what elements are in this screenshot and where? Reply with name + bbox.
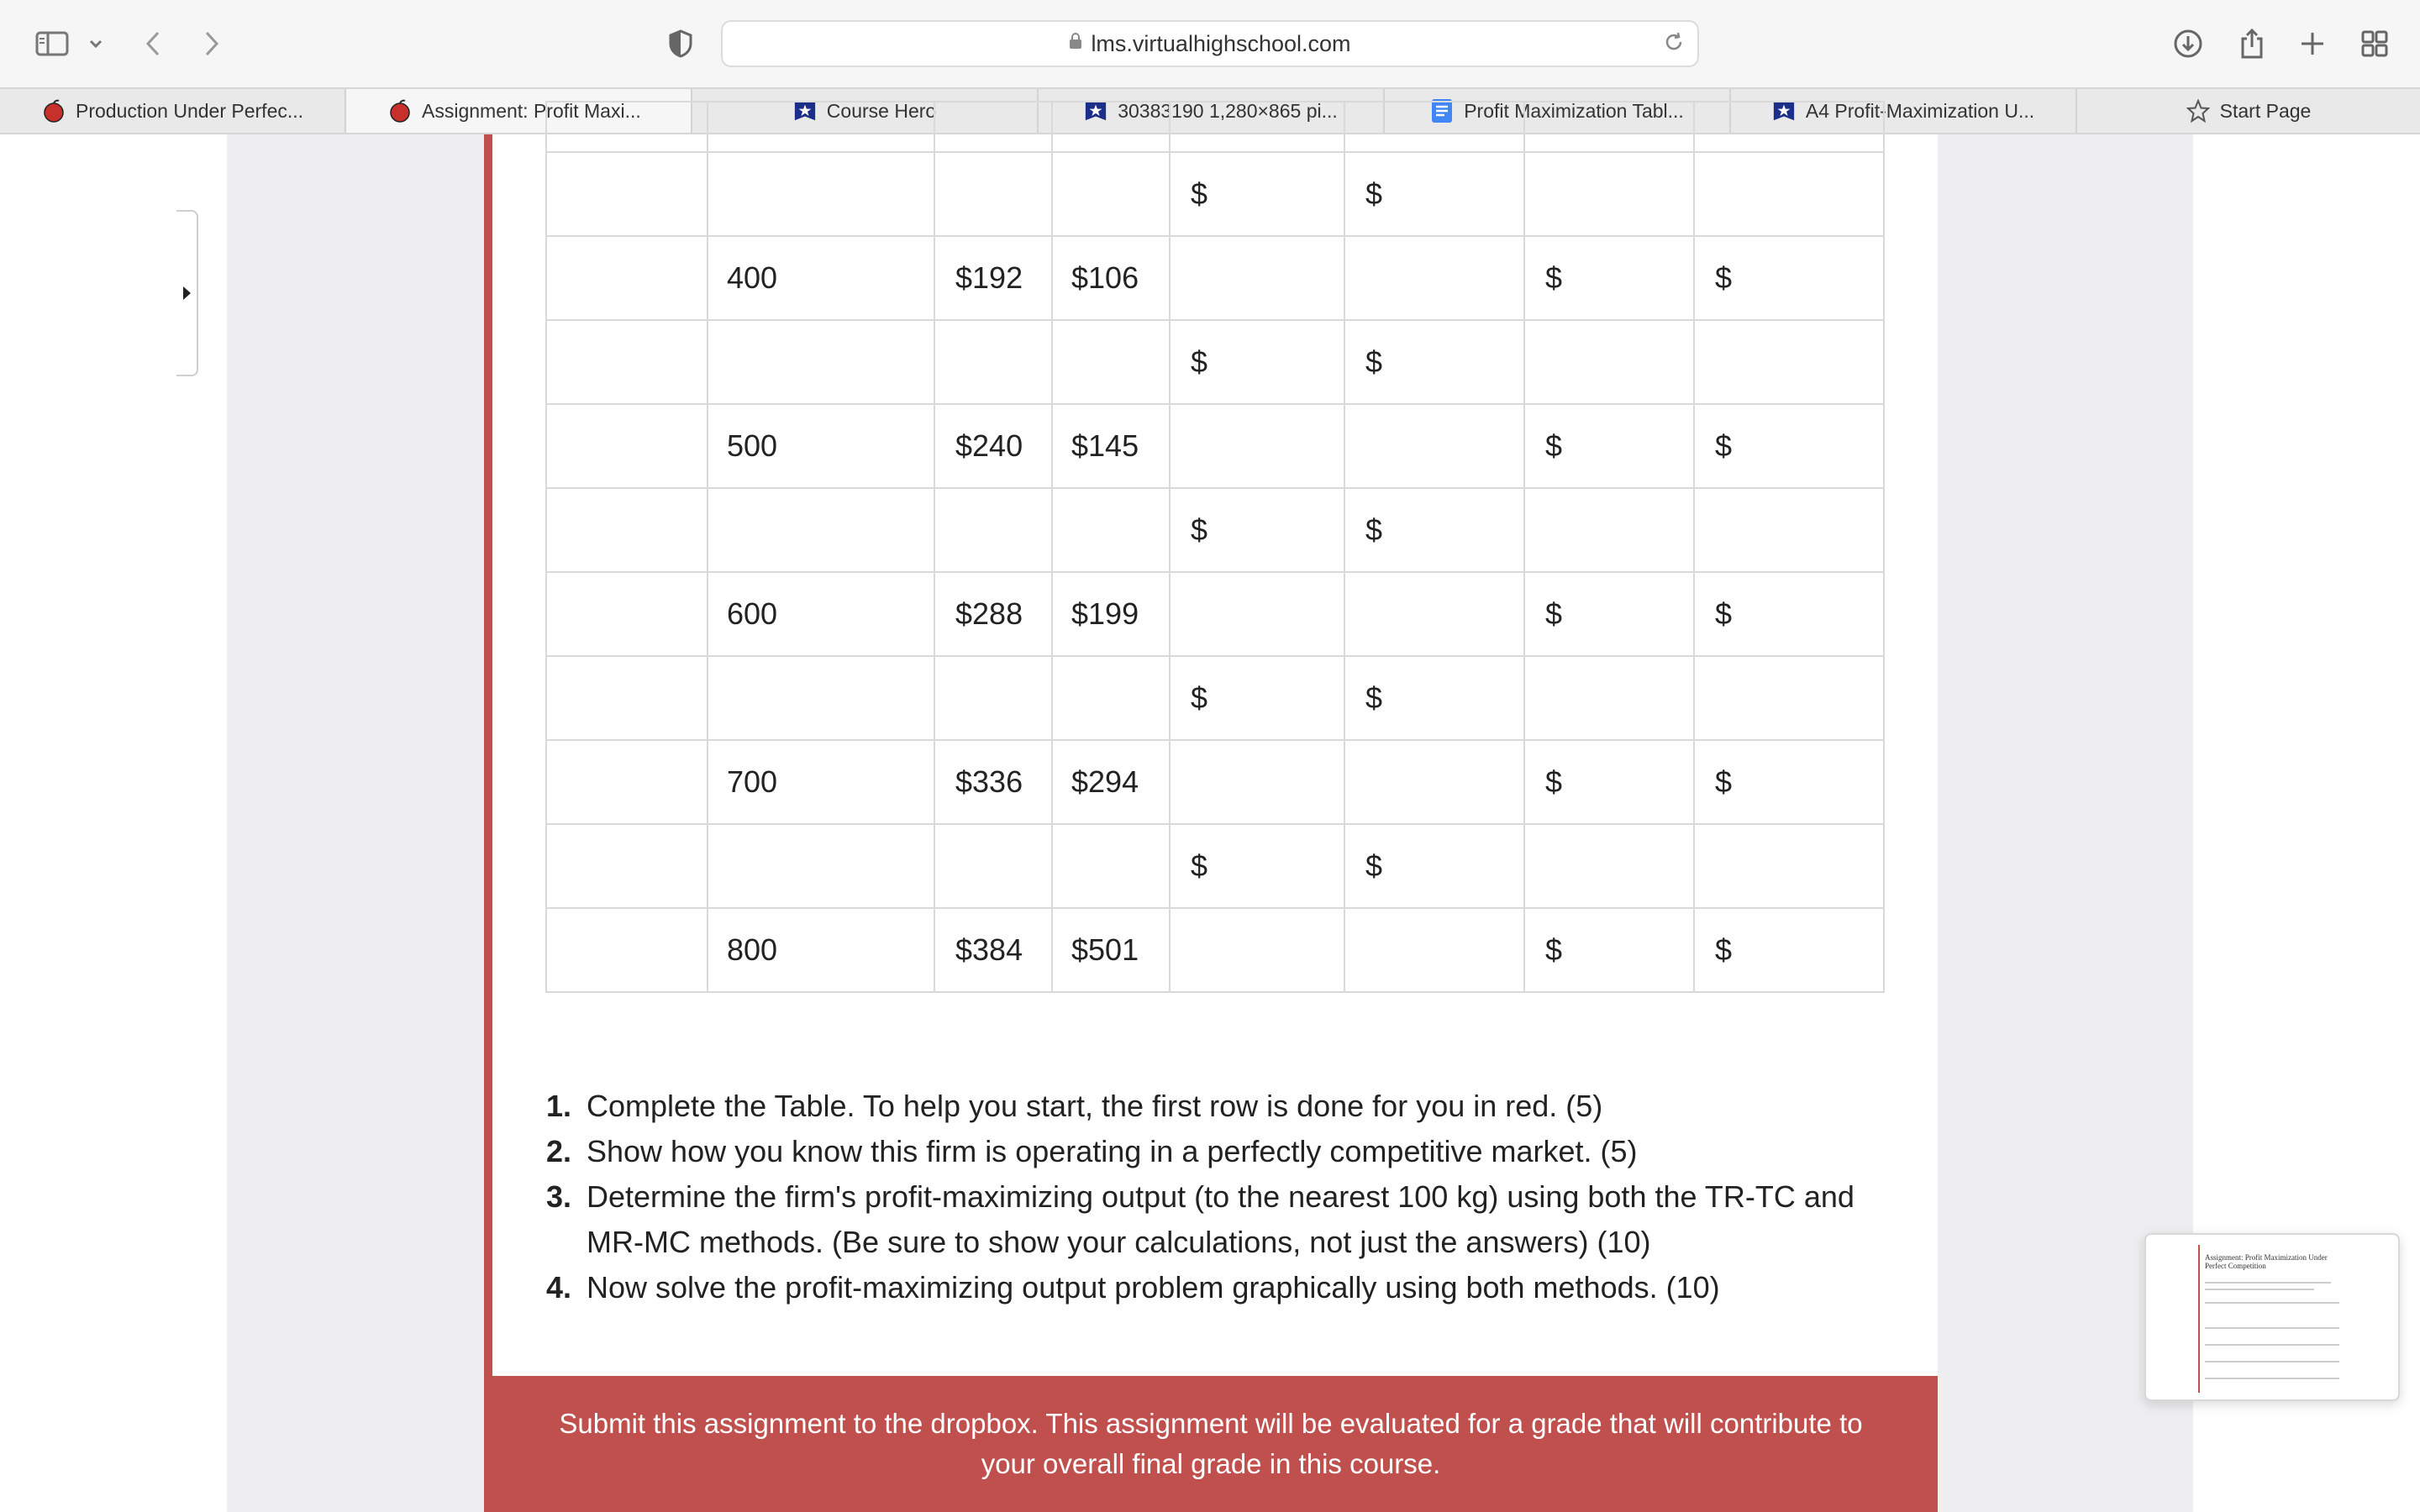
table-cell <box>934 656 1052 740</box>
table-cell <box>546 102 708 152</box>
table-cell <box>1170 102 1344 152</box>
table-cell: 500 <box>708 404 934 488</box>
banner-text: Submit this assignment to the dropbox. This assignment will be evaluated for a grade that will contribute to your overall final grade in this course. <box>559 1408 1863 1479</box>
table-cell <box>546 320 708 404</box>
table-cell: $240 <box>934 404 1052 488</box>
table-cell: $501 <box>1052 908 1170 992</box>
tab-overview-icon[interactable] <box>2358 25 2391 62</box>
table-cell <box>708 488 934 572</box>
apple-icon <box>42 99 66 123</box>
table-cell <box>546 236 708 320</box>
table-row <box>546 488 1884 572</box>
table-cell: $192 <box>934 236 1052 320</box>
question-item: 2. Show how you know this firm is operating in a perfectly competitive market. (5) <box>546 1134 1638 1168</box>
address-bar[interactable] <box>721 20 1699 67</box>
tab-label: Start Page <box>2219 99 2312 122</box>
star-icon <box>2186 99 2210 123</box>
lock-icon <box>1069 33 1082 55</box>
table-cell <box>1052 488 1170 572</box>
caret-right-icon <box>182 286 192 301</box>
table-cell <box>1344 102 1524 152</box>
table-cell <box>546 488 708 572</box>
table-cell <box>1344 404 1524 488</box>
table-row <box>546 320 1884 404</box>
table-cell <box>708 824 934 908</box>
table-cell <box>1524 102 1694 152</box>
forward-button[interactable] <box>197 25 227 62</box>
table-cell: $ <box>1344 488 1524 572</box>
table-cell <box>1344 740 1524 824</box>
thumbnail-title: Assignment: Profit Maximization Under Perfect Competition <box>2205 1253 2328 1270</box>
table-cell <box>934 152 1052 236</box>
table-cell <box>1694 488 1884 572</box>
table-cell <box>708 656 934 740</box>
question-list <box>546 1084 1891 1310</box>
tab-label: 30383190 1,280×865 pi... <box>1118 99 1338 122</box>
table-cell: $336 <box>934 740 1052 824</box>
table-row <box>546 152 1884 236</box>
chevron-down-icon[interactable] <box>86 25 106 62</box>
question-item: 1. Complete the Table. To help you start, the first row is done for you in red. (5) <box>546 1089 1603 1123</box>
downloads-icon[interactable] <box>2171 25 2205 62</box>
table-cell <box>934 102 1052 152</box>
table-row <box>546 656 1884 740</box>
table-cell: $ <box>1694 572 1884 656</box>
submit-banner <box>484 1376 1938 1512</box>
table-cell <box>546 908 708 992</box>
table-cell <box>546 152 708 236</box>
table-cell <box>546 824 708 908</box>
table-cell: 600 <box>708 572 934 656</box>
table-cell: $ <box>1170 656 1344 740</box>
table-cell: 700 <box>708 740 934 824</box>
table-cell <box>1694 152 1884 236</box>
table-cell: $ <box>1170 320 1344 404</box>
table-cell: $ <box>1524 572 1694 656</box>
tab-start-page[interactable] <box>2077 89 2420 133</box>
back-button[interactable] <box>138 25 168 62</box>
thumbnail-line <box>2205 1289 2314 1290</box>
tab-label: Course Hero <box>826 99 937 122</box>
table-cell: $288 <box>934 572 1052 656</box>
table-row <box>546 102 1884 152</box>
table-cell <box>934 824 1052 908</box>
table-row <box>546 824 1884 908</box>
table-cell: $ <box>1524 404 1694 488</box>
tab-production-under-perfect[interactable] <box>0 89 346 133</box>
table-cell <box>708 152 934 236</box>
table-cell <box>1524 656 1694 740</box>
tab-label: Assignment: Profit Maxi... <box>422 99 641 122</box>
table-cell <box>1170 404 1344 488</box>
table-cell: $ <box>1344 152 1524 236</box>
table-cell <box>546 656 708 740</box>
table-cell: $ <box>1694 236 1884 320</box>
thumbnail-line <box>2205 1327 2339 1329</box>
table-cell <box>1694 656 1884 740</box>
table-cell <box>1052 152 1170 236</box>
tab-label: A4 Profit-Maximization U... <box>1805 99 2035 122</box>
table-row <box>546 908 1884 992</box>
table-cell: $294 <box>1052 740 1170 824</box>
table-cell <box>1524 824 1694 908</box>
reload-icon[interactable] <box>1662 30 1686 60</box>
table-cell: $384 <box>934 908 1052 992</box>
table-cell <box>1170 740 1344 824</box>
page-thumbnail-preview[interactable] <box>2144 1233 2400 1401</box>
table-cell <box>708 99 937 152</box>
table-cell: $ <box>1344 824 1524 908</box>
sidebar-toggle-icon[interactable] <box>34 25 71 62</box>
table-cell <box>1694 320 1884 404</box>
table-cell <box>546 404 708 488</box>
new-tab-icon[interactable] <box>2296 25 2329 62</box>
table-cell <box>546 740 708 824</box>
table-cell <box>1170 236 1344 320</box>
table-cell: $ <box>1344 320 1524 404</box>
table-cell <box>1170 908 1344 992</box>
table-cell: $ <box>1694 740 1884 824</box>
table-cell: $106 <box>1052 236 1170 320</box>
table-cell <box>1052 320 1170 404</box>
thumbnail-line <box>2205 1361 2339 1362</box>
table-cell <box>1524 320 1694 404</box>
table-cell <box>1694 102 1884 152</box>
table-cell: $145 <box>1052 404 1170 488</box>
table-cell: $ <box>1170 488 1344 572</box>
share-icon[interactable] <box>2235 25 2269 62</box>
table-cell: $ <box>1524 236 1694 320</box>
tab-label: Production Under Perfec... <box>76 99 304 122</box>
url-text: lms.virtualhighschool.com <box>1091 30 1351 56</box>
table-cell <box>546 572 708 656</box>
table-row <box>546 404 1884 488</box>
thumbnail-accent <box>2198 1245 2200 1393</box>
table-cell: 800 <box>708 908 934 992</box>
table-row <box>546 236 1884 320</box>
table-cell <box>1052 102 1170 152</box>
question-item: 4. Now solve the profit-maximizing output problem graphically using both methods. (10) <box>546 1270 1720 1305</box>
browser-toolbar <box>0 0 2420 87</box>
sidebar-expand-button[interactable] <box>176 210 198 376</box>
table-cell <box>934 320 1052 404</box>
table-cell <box>1694 824 1884 908</box>
profit-table <box>545 101 1885 993</box>
table-cell <box>1524 152 1694 236</box>
table-cell: $ <box>1694 404 1884 488</box>
table-cell: $199 <box>1052 572 1170 656</box>
table-cell: $ <box>1170 152 1344 236</box>
table-cell <box>1052 656 1170 740</box>
table-cell <box>1344 908 1524 992</box>
table-cell: $ <box>1694 908 1884 992</box>
table-cell <box>934 488 1052 572</box>
question-item: 3. Determine the firm's profit-maximizing output (to the nearest 100 kg) using both the TR-TC and MR-MC methods. (Be sure to show your calculations, not just the answers) (10) <box>546 1179 1854 1259</box>
table-cell <box>708 320 934 404</box>
table-cell: 400 <box>708 236 934 320</box>
thumbnail-line <box>2205 1344 2339 1346</box>
thumbnail-line <box>2205 1282 2331 1284</box>
table-cell: $ <box>1524 908 1694 992</box>
table-cell <box>1344 236 1524 320</box>
table-cell: $ <box>1170 824 1344 908</box>
table-cell: $ <box>1524 740 1694 824</box>
table-cell <box>1170 572 1344 656</box>
table-row <box>546 572 1884 656</box>
privacy-shield-icon[interactable] <box>664 25 697 62</box>
table-cell <box>1524 488 1694 572</box>
content-accent-bar <box>484 134 492 1378</box>
table-cell <box>1344 572 1524 656</box>
thumbnail-line <box>2205 1378 2339 1379</box>
table-cell: $ <box>1344 656 1524 740</box>
table-row <box>546 740 1884 824</box>
tab-label: Profit Maximization Tabl... <box>1464 99 1684 122</box>
apple-icon <box>388 99 412 123</box>
thumbnail-line <box>2205 1302 2339 1304</box>
table-cell <box>1052 824 1170 908</box>
page-viewport <box>0 134 2420 1512</box>
